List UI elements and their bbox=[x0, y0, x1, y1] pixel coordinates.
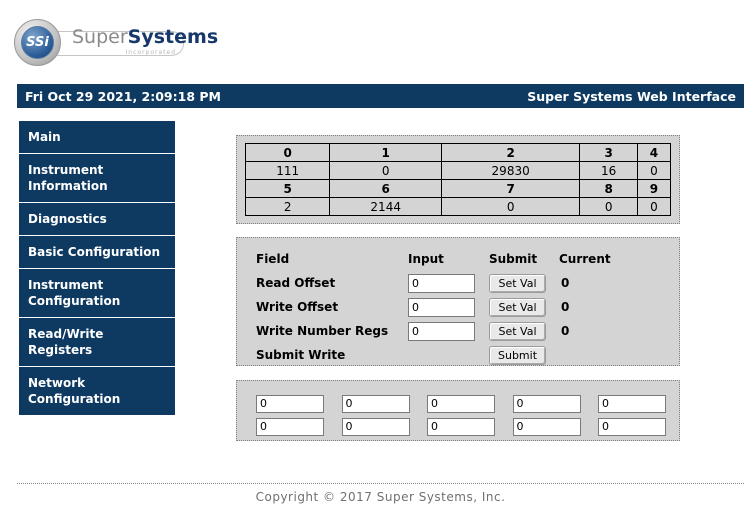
column-header-current: Current bbox=[559, 252, 611, 266]
register-value: 0 bbox=[637, 198, 670, 216]
write-values-grid bbox=[256, 392, 679, 438]
write-offset-setval-button[interactable]: Set Val bbox=[489, 298, 546, 317]
write-value-input-5[interactable] bbox=[256, 418, 324, 436]
write-value-input-8[interactable] bbox=[513, 418, 581, 436]
register-index: 1 bbox=[330, 144, 441, 162]
register-value: 2144 bbox=[330, 198, 441, 216]
register-index: 0 bbox=[246, 144, 330, 162]
column-header-input: Input bbox=[408, 252, 444, 266]
register-table-panel bbox=[236, 135, 680, 224]
submit-write-button[interactable]: Submit bbox=[489, 346, 546, 365]
sidebar-item-instrument-configuration[interactable]: Instrument Configuration bbox=[19, 269, 175, 317]
register-index: 5 bbox=[246, 180, 330, 198]
register-index: 3 bbox=[580, 144, 638, 162]
footer-divider bbox=[17, 483, 744, 484]
column-header-field: Field bbox=[256, 252, 290, 266]
register-value: 29830 bbox=[441, 162, 579, 180]
write-value-input-1[interactable] bbox=[342, 395, 410, 413]
register-value: 16 bbox=[580, 162, 638, 180]
write-value-input-6[interactable] bbox=[342, 418, 410, 436]
write-offset-label: Write Offset bbox=[256, 300, 339, 314]
sidebar-item-basic-configuration[interactable]: Basic Configuration bbox=[19, 236, 175, 268]
ssi-badge-icon bbox=[14, 19, 61, 66]
register-value-row bbox=[246, 198, 671, 216]
datetime-label: Fri Oct 29 2021, 2:09:18 PM bbox=[25, 88, 221, 104]
register-header-row bbox=[246, 144, 671, 162]
register-index: 8 bbox=[580, 180, 638, 198]
title-bar bbox=[17, 84, 744, 108]
register-value: 0 bbox=[637, 162, 670, 180]
register-index: 7 bbox=[441, 180, 579, 198]
sidebar-item-network-configuration[interactable]: Network Configuration bbox=[19, 367, 175, 415]
read-offset-label: Read Offset bbox=[256, 276, 336, 290]
write-number-regs-label: Write Number Regs bbox=[256, 324, 389, 338]
read-offset-setval-button[interactable]: Set Val bbox=[489, 274, 546, 293]
write-values-panel bbox=[236, 380, 680, 441]
register-value: 0 bbox=[330, 162, 441, 180]
write-value-input-2[interactable] bbox=[427, 395, 495, 413]
brand-super: Super bbox=[72, 26, 128, 48]
sidebar-item-read-write-registers[interactable]: Read/Write Registers bbox=[19, 318, 175, 366]
offset-form-grid bbox=[256, 247, 679, 367]
register-value-row bbox=[246, 162, 671, 180]
register-header-row bbox=[246, 180, 671, 198]
register-value: 0 bbox=[441, 198, 579, 216]
sidebar-item-instrument-information[interactable]: Instrument Information bbox=[19, 154, 175, 202]
register-table bbox=[245, 143, 671, 216]
write-number-regs-input[interactable] bbox=[408, 322, 475, 341]
register-value: 111 bbox=[246, 162, 330, 180]
write-value-input-0[interactable] bbox=[256, 395, 324, 413]
register-value: 0 bbox=[580, 198, 638, 216]
register-index: 9 bbox=[637, 180, 670, 198]
write-value-input-4[interactable] bbox=[598, 395, 666, 413]
read-offset-current-value: 0 bbox=[561, 276, 570, 290]
sidebar-nav bbox=[19, 121, 175, 416]
write-number-regs-setval-button[interactable]: Set Val bbox=[489, 322, 546, 341]
write-offset-input[interactable] bbox=[408, 298, 475, 317]
register-index: 2 bbox=[441, 144, 579, 162]
register-value: 2 bbox=[246, 198, 330, 216]
brand-systems: Systems bbox=[127, 26, 219, 48]
write-number-regs-current-value: 0 bbox=[561, 324, 570, 338]
register-index: 4 bbox=[637, 144, 670, 162]
register-index: 6 bbox=[330, 180, 441, 198]
supersystems-logo bbox=[14, 16, 219, 72]
offset-form-panel bbox=[236, 237, 680, 366]
interface-title: Super Systems Web Interface bbox=[527, 88, 736, 104]
ssi-badge-text: SSi bbox=[21, 26, 54, 59]
sidebar-item-diagnostics[interactable]: Diagnostics bbox=[19, 203, 175, 235]
column-header-submit: Submit bbox=[489, 252, 538, 266]
sidebar-item-main[interactable]: Main bbox=[19, 121, 175, 153]
write-value-input-3[interactable] bbox=[513, 395, 581, 413]
copyright-text: Copyright © 2017 Super Systems, Inc. bbox=[255, 490, 506, 504]
brand-wordmark bbox=[72, 26, 218, 48]
submit-write-label: Submit Write bbox=[256, 348, 346, 362]
write-value-input-9[interactable] bbox=[598, 418, 666, 436]
brand-incorporated: Incorporated bbox=[125, 49, 176, 56]
write-offset-current-value: 0 bbox=[561, 300, 570, 314]
write-value-input-7[interactable] bbox=[427, 418, 495, 436]
read-offset-input[interactable] bbox=[408, 274, 475, 293]
